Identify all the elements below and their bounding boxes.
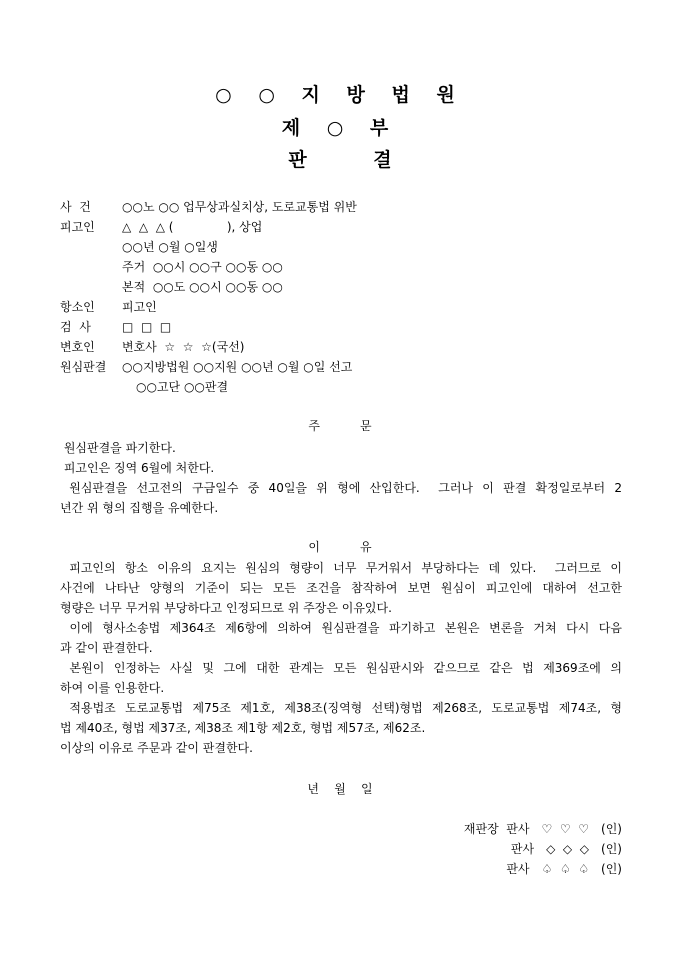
party-value: 본적 ○○도 ○○시 ○○동 ○○ xyxy=(122,280,283,294)
party-row xyxy=(60,357,352,377)
signature-title: 판사 xyxy=(510,842,535,856)
party-value: □ □ □ xyxy=(122,320,172,334)
party-row xyxy=(60,377,228,397)
signature-row xyxy=(511,839,622,859)
text-line: 원심판결을 선고전의 구금일수 중 40일을 위 형에 산입한다. 그러나 이 판결 확정일로부터 2 xyxy=(60,481,622,495)
signature-seal: (인) xyxy=(601,842,622,856)
party-row xyxy=(60,317,171,337)
party-label: 검 사 xyxy=(60,320,91,334)
reasons-heading: 이유 xyxy=(308,540,412,554)
party-label: 항소인 xyxy=(60,300,95,314)
party-value: 피고인 xyxy=(122,300,157,314)
party-row xyxy=(60,337,244,357)
text-line: 사건에 나타난 양형의 기준이 되는 모든 조건을 참작하여 보면 원심이 피고인에 대하여 선고한 xyxy=(60,581,622,595)
party-label: 원심판결 xyxy=(60,360,107,374)
signature-seal: (인) xyxy=(601,822,622,836)
division: 제 ○ 부 xyxy=(281,117,399,139)
party-value: △ △ △ ( ), 상업 xyxy=(122,220,263,234)
party-row xyxy=(60,257,283,277)
signature-seal: (인) xyxy=(601,862,622,876)
signature-name: ♡ ♡ ♡ xyxy=(541,822,590,836)
party-label: 변호인 xyxy=(60,340,95,354)
text-line: 하여 이를 인용한다. xyxy=(60,681,165,695)
signature-name: ◇ ◇ ◇ xyxy=(546,842,590,856)
signature-row xyxy=(506,859,622,879)
text-line: 피고인은 징역 6월에 처한다. xyxy=(60,461,215,475)
court-name: ○ ○ 지 방 법 원 xyxy=(215,84,465,106)
signature-row xyxy=(464,819,622,839)
order-heading: 주문 xyxy=(308,419,412,433)
text-line: 피고인의 항소 이유의 요지는 원심의 형량이 너무 무거워서 부당하다는 데 있다. 그러므로 이 xyxy=(60,561,622,575)
party-row xyxy=(60,217,262,237)
text-line: 본원이 인정하는 사실 및 그에 대한 관계는 모든 원심판시와 같으므로 같은 법 제369조에 의 xyxy=(60,661,622,675)
party-value: ○○지방법원 ○○지원 ○○년 ○월 ○일 선고 xyxy=(122,360,353,374)
text-line: 년간 위 형의 집행을 유예한다. xyxy=(60,501,219,515)
party-row xyxy=(60,297,157,317)
party-row xyxy=(60,277,283,297)
text-line: 법 제40조, 형법 제37조, 제38조 제1항 제2호, 형법 제57조, 제62조. xyxy=(60,721,426,735)
party-label: 피고인 xyxy=(60,220,95,234)
document-type: 판 결 xyxy=(288,149,422,171)
text-line: 이에 형사소송법 제364조 제6항에 의하여 원심판결을 파기하고 본원은 변론을 거쳐 다시 다음 xyxy=(60,621,622,635)
text-line: 과 같이 판결한다. xyxy=(60,641,153,655)
party-value: 변호사 ☆ ☆ ☆(국선) xyxy=(122,340,245,354)
signature-title: 재판장 판사 xyxy=(463,822,530,836)
text-line: 적용법조 도로교통법 제75조 제1호, 제38조(징역형 선택)형법 제268조, 도로교통법 제74조, 형 xyxy=(60,701,622,715)
judgment-date: 년 월 일 xyxy=(307,782,373,796)
party-row xyxy=(60,237,218,257)
party-value: ○○고단 ○○판결 xyxy=(136,380,229,394)
party-label: 사 건 xyxy=(60,200,91,214)
signature-name: ♤ ♤ ♤ xyxy=(541,862,590,876)
party-row xyxy=(60,197,357,217)
party-value: 주거 ○○시 ○○구 ○○동 ○○ xyxy=(122,260,283,274)
party-value: ○○년 ○월 ○일생 xyxy=(122,240,218,254)
text-line: 원심판결을 파기한다. xyxy=(60,441,176,455)
text-line: 이상의 이유로 주문과 같이 판결한다. xyxy=(60,741,253,755)
text-line: 형량은 너무 무거워 부당하다고 인정되므로 위 주장은 이유있다. xyxy=(60,601,392,615)
party-value: ○○노 ○○ 업무상과실치상, 도로교통법 위반 xyxy=(122,200,357,214)
signature-title: 판사 xyxy=(506,862,530,876)
